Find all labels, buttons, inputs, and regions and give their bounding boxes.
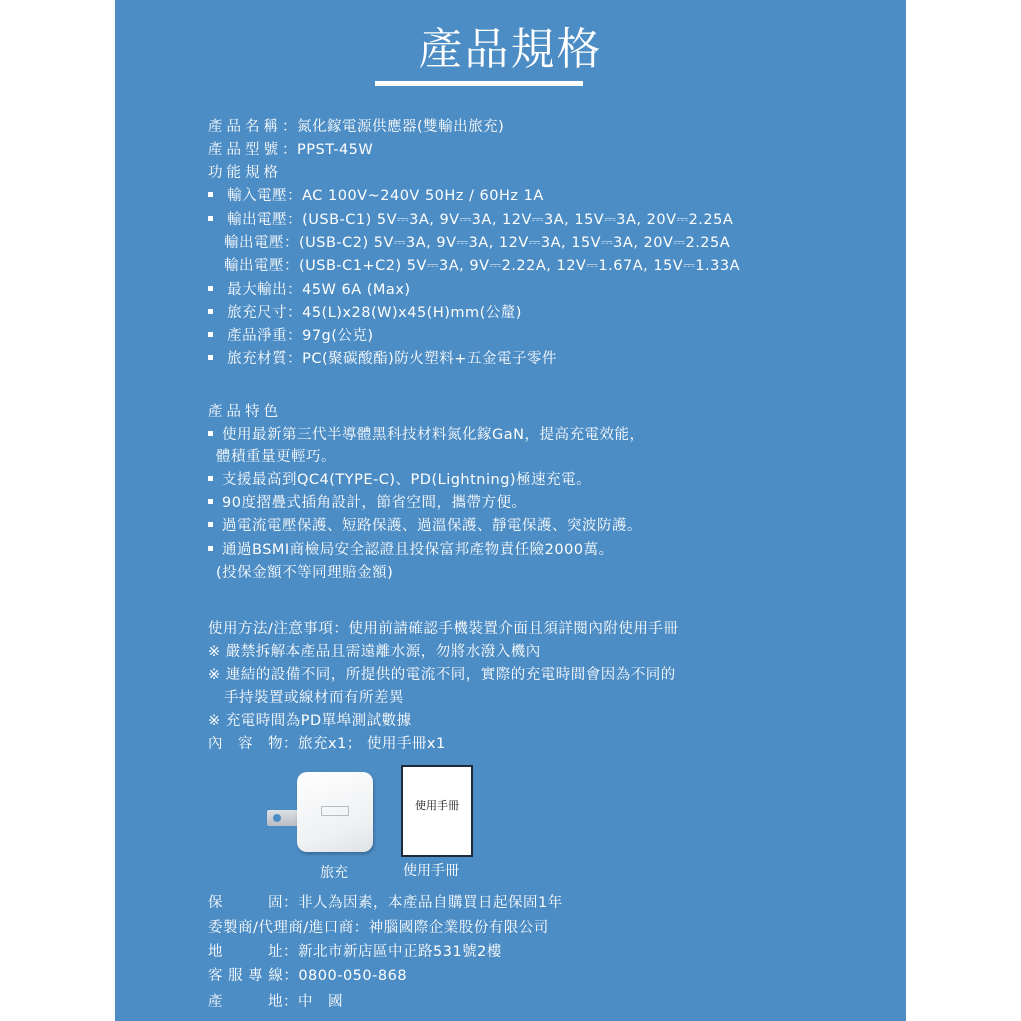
spec-name-value: 氮化鎵電源供應器(雙輸出旅充): [297, 119, 505, 135]
feature-item: 支援最高到QC4(TYPE-C)、PD(Lightning)極速充電。: [208, 470, 591, 490]
title-underline: [375, 81, 583, 86]
page-title: 產品規格: [418, 24, 603, 75]
manual-caption: 使用手冊: [403, 863, 459, 879]
contents-value: 旅充x1； 使用手冊x1: [298, 736, 446, 752]
usage-note: ※ 充電時間為PD單埠測試數據: [208, 713, 412, 729]
address-label: 地 址: [208, 944, 283, 960]
feature-item: 使用最新第三代半導體黑科技材料氮化鎵GaN，提高充電效能，: [208, 425, 644, 445]
usage-note: ※ 連結的設備不同，所提供的電流不同，實際的充電時間會因為不同的: [208, 667, 676, 683]
features-heading: 產品特色: [208, 404, 282, 420]
feature-item: 通過BSMI商檢局安全認證且投保富邦產物責任險2000萬。: [208, 540, 614, 560]
hotline-value: 0800-050-868: [298, 968, 408, 984]
feature-item: 90度摺疊式插角設計，節省空間，攜帶方便。: [208, 493, 526, 513]
charger-caption: 旅充: [320, 865, 348, 881]
brand-logo-icon: [321, 806, 349, 816]
contents-label: 內 容 物: [208, 736, 283, 752]
contents-row: 內 容 物：旅充x1； 使用手冊x1: [208, 736, 446, 752]
spec-model-row: 產品型號：PPST-45W: [208, 142, 374, 158]
address-value: 新北市新店區中正路531號2樓: [298, 944, 502, 960]
feature-item-continued: (投保金額不等同理賠金額): [216, 565, 394, 581]
warranty-row: 保 固：非人為因素，本產品自購買日起保固1年: [208, 895, 563, 911]
usage-note: ※ 嚴禁拆解本產品且需遠離水源，勿將水潑入機內: [208, 644, 541, 660]
charger-body: [297, 772, 373, 852]
hotline-row: 客 服 專 線：0800-050-868: [208, 968, 408, 984]
spec-name-label: 產品名稱: [208, 119, 282, 135]
hotline-label: 客 服 專 線: [208, 968, 284, 984]
company-row: 委製商/代理商/進口商：神腦國際企業股份有限公司: [208, 920, 549, 936]
spec-model-value: PPST-45W: [297, 142, 374, 158]
origin-row: 產 地：中 國: [208, 994, 343, 1010]
charger-image: [263, 772, 381, 858]
spec-item-dimensions: 旅充尺寸：45(L)x28(W)x45(H)mm(公釐): [208, 303, 522, 323]
spec-item-weight: 產品淨重：97g(公克): [208, 326, 374, 346]
manual-image: [401, 765, 473, 857]
usage-note-continued: 手持裝置或線材而有所差異: [224, 690, 404, 706]
charger-plug-prong: [267, 810, 299, 826]
spec-item-output-c2: 輸出電壓：(USB-C2) 5V⎓3A, 9V⎓3A, 12V⎓3A, 15V⎓3A, 20V⎓2.25A: [224, 235, 731, 251]
company-label: 委製商/代理商/進口商: [208, 920, 354, 936]
warranty-label: 保 固: [208, 895, 283, 911]
warranty-value: 非人為因素，本產品自購買日起保固1年: [298, 895, 563, 911]
origin-value: 中 國: [298, 994, 343, 1010]
spec-name-row: 產品名稱：氮化鎵電源供應器(雙輸出旅充): [208, 119, 505, 135]
manual-box-text: 使用手冊: [415, 799, 459, 812]
spec-model-label: 產品型號: [208, 142, 282, 158]
spec-item-input-voltage: 輸入電壓：AC 100V~240V 50Hz / 60Hz 1A: [208, 186, 544, 206]
spec-panel: [115, 0, 906, 1021]
spec-item-output-c1c2: 輸出電壓：(USB-C1+C2) 5V⎓3A, 9V⎓2.22A, 12V⎓1.67A, 15V⎓1.33A: [224, 258, 740, 274]
address-row: 地 址：新北市新店區中正路531號2樓: [208, 944, 502, 960]
spec-item-output-c1: 輸出電壓：(USB-C1) 5V⎓3A, 9V⎓3A, 12V⎓3A, 15V⎓3A, 20V⎓2.25A: [208, 210, 733, 230]
spec-item-material: 旅充材質：PC(聚碳酸酯)防火塑料+五金電子零件: [208, 349, 557, 369]
company-value: 神腦國際企業股份有限公司: [368, 920, 549, 936]
feature-item: 過電流電壓保護、短路保護、過溫保護、靜電保護、突波防護。: [208, 516, 642, 536]
usage-heading: 使用方法/注意事項：使用前請確認手機裝置介面且須詳閱內附使用手冊: [208, 621, 679, 637]
spec-item-max-output: 最大輸出：45W 6A (Max): [208, 280, 411, 300]
feature-item-continued: 體積重量更輕巧。: [216, 449, 336, 465]
origin-label: 產 地: [208, 994, 283, 1010]
function-heading: 功能規格: [208, 165, 282, 181]
